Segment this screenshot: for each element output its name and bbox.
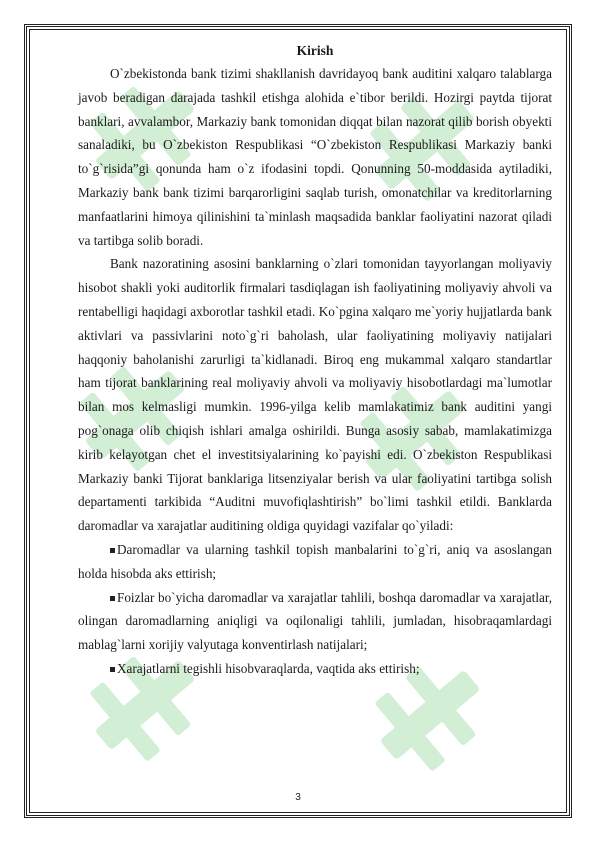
bullet-square-icon (110, 596, 115, 601)
bullet-text: Daromadlar va ularning tashkil topish manbalarini to`g`ri, aniq va asoslangan holda hisobda aks ettirish; (78, 541, 552, 581)
bullet-square-icon (110, 667, 115, 672)
paragraph: O`zbekistonda bank tizimi shakllanish davridayoq bank auditini xalqaro talablarga javob beradigan darajada tashkil etishga alohida e`tibor berildi. Hozirgi paytda tijorat banklari, avvalambor, Markaziy bank tomonidan diqqat bilan nazorat qilib borish obyekti sanaladiki, bu O`zbekiston Respublikasi “O`zbekiston Respublikasi Markaziy banki to`g`risida”gi qonunda ham o`z ifodasini topdi. Qonunning 50-moddasida aytiladiki, Markaziy bank bank tizimi barqarorligini saqlab turish, omonatchilar va kreditorlarning manfaatlarini himoya qilinishini ta`minlash maqsadida banklar faoliyatini nazorat qiladi va tartibga solib boradi. (78, 66, 552, 248)
paragraph: Bank nazoratining asosini banklarning o`zlari tomonidan tayyorlangan moliyaviy hisobot shakli yoki auditorlik firmalari tasdiqlagan ish faoliyatining moliyaviy ahvoli va rentabelligi haqidagi axborotlar tashkil etadi. Ko`pgina xalqaro me`yoriy hujjatlarda bank aktivlari va passivlarini noto`g`ri baholash, ular faoliyatining moliyaviy natijalari haqqoniy baholanishi zarurligi ta`kidlanadi. Biroq eng mukammal xalqaro standartlar ham tijorat banklarining real moliyaviy ahvoli va moliyaviy hisobotlardagi ma`lumotlar bilan mos kelmasligi mumkin. 1996-yilga kelib mamlakatimiz bank auditini yangi pog`onaga olib chiqish ishlari amalga oshirildi. Bunga asosiy sabab, mamlakatimizga kirib kelayotgan chet el investitsiyalarining ko`payishi edi. O`zbekiston Respublikasi Markaziy banki Tijorat banklariga litsenziyalar berish va ular faoliyatini tartibga solish departamenti tarkibida “Auditni muvofiqlashtirish” bo`limi tashkil etildi. Banklarda daromadlar va xarajatlar auditining oldiga quyidagi vazifalar qo`yiladi: (78, 256, 552, 534)
document-body (78, 40, 552, 681)
bullet-item (78, 586, 552, 657)
bullet-square-icon (110, 548, 115, 553)
document-title: Kirish (296, 43, 334, 58)
bullet-text: Foizlar bo`yicha daromadlar va xarajatlar tahlili, boshqa daromadlar va xarajatlar, olingan daromadlarning aniqligi va oqilonaligi tahlili, jumladan, hisobraqamlardagi mablag`larni xorijiy valyutaga konventirlash natijalari; (78, 589, 552, 653)
bullet-text: Xarajatlarni tegishli hisobvaraqlarda, vaqtida aks ettirish; (117, 660, 420, 676)
bullet-item (78, 538, 552, 586)
bullet-item (78, 657, 552, 681)
page-number: 3 (295, 792, 301, 803)
